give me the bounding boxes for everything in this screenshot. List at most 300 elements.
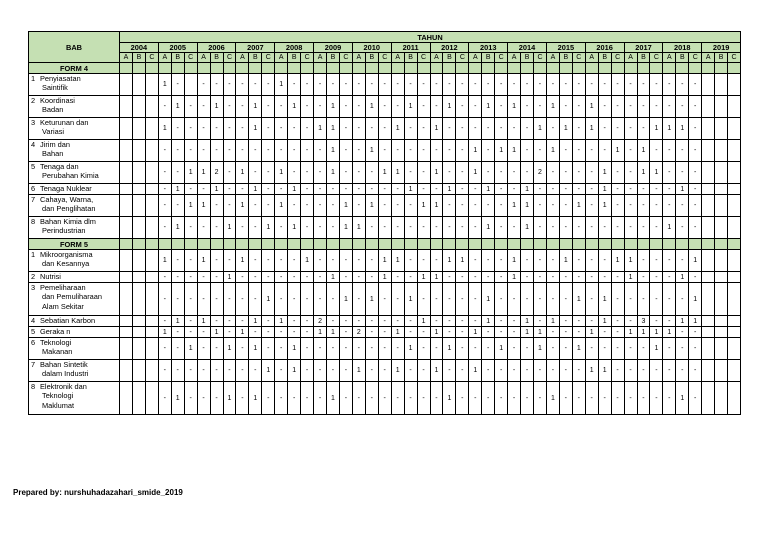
question-count-cell: -	[430, 250, 443, 272]
chapter-title-continuation: Perubahan Kimia	[42, 171, 99, 181]
question-count-cell: 1	[430, 195, 443, 217]
question-count-cell: 1	[236, 162, 249, 184]
question-count-cell	[120, 184, 133, 195]
question-count-cell: -	[262, 272, 275, 283]
question-count-cell: -	[339, 382, 352, 415]
question-count-cell	[120, 162, 133, 184]
question-count-cell: -	[365, 327, 378, 338]
question-count-cell: -	[314, 272, 327, 283]
form-section-fill	[637, 239, 650, 250]
question-count-cell: -	[288, 250, 301, 272]
question-count-cell	[145, 96, 158, 118]
question-count-cell: -	[456, 272, 469, 283]
question-count-cell: -	[171, 74, 184, 96]
question-count-cell: -	[572, 118, 585, 140]
question-count-cell: -	[184, 272, 197, 283]
question-count-cell: 1	[223, 338, 236, 360]
chapter-title-continuation: Bahan	[42, 149, 64, 159]
question-count-cell: -	[637, 360, 650, 382]
question-count-cell: -	[404, 74, 417, 96]
question-count-cell: -	[249, 250, 262, 272]
chapter-row	[29, 283, 741, 316]
question-count-cell	[715, 195, 728, 217]
question-count-cell: -	[223, 96, 236, 118]
form-section-fill	[534, 63, 547, 74]
question-count-cell	[145, 74, 158, 96]
question-count-cell: -	[197, 360, 210, 382]
question-count-cell: -	[689, 217, 702, 239]
form-section-fill	[546, 63, 559, 74]
question-count-cell: 1	[404, 338, 417, 360]
question-count-cell: -	[585, 272, 598, 283]
form-section-fill	[184, 239, 197, 250]
question-count-cell: -	[611, 118, 624, 140]
question-count-cell: -	[352, 195, 365, 217]
question-count-cell: 1	[262, 360, 275, 382]
question-count-cell	[145, 195, 158, 217]
question-count-cell: -	[598, 272, 611, 283]
question-count-cell: 1	[171, 217, 184, 239]
question-count-cell: 1	[559, 118, 572, 140]
form-section-fill	[197, 63, 210, 74]
question-count-cell: -	[378, 338, 391, 360]
question-count-cell: -	[404, 195, 417, 217]
question-count-cell: -	[482, 118, 495, 140]
question-count-cell: 1	[314, 327, 327, 338]
question-count-cell: -	[171, 140, 184, 162]
question-count-cell: -	[378, 327, 391, 338]
question-count-cell: 1	[288, 96, 301, 118]
question-count-cell: -	[495, 316, 508, 327]
form-section-fill	[585, 239, 598, 250]
question-count-cell: 1	[210, 96, 223, 118]
question-count-cell: -	[365, 118, 378, 140]
question-count-cell: -	[378, 140, 391, 162]
form-section-fill	[482, 63, 495, 74]
year-header: 2012	[430, 43, 469, 53]
question-count-cell: 1	[197, 162, 210, 184]
chapter-title-continuation: Perindustrian	[42, 226, 86, 236]
question-count-cell: -	[210, 118, 223, 140]
question-count-cell: -	[378, 217, 391, 239]
question-count-cell: -	[546, 118, 559, 140]
question-count-cell: -	[676, 140, 689, 162]
question-count-cell: -	[430, 316, 443, 327]
form-section-fill	[663, 239, 676, 250]
paper-column-header: B	[249, 53, 262, 63]
question-count-cell: -	[534, 140, 547, 162]
question-count-cell: -	[598, 382, 611, 415]
form-section-fill	[637, 63, 650, 74]
chapter-title-continuation: dalam Industri	[42, 369, 89, 379]
question-count-cell: -	[417, 74, 430, 96]
question-count-cell	[145, 360, 158, 382]
question-count-cell: -	[223, 162, 236, 184]
question-count-cell: -	[275, 283, 288, 316]
question-count-cell: -	[184, 140, 197, 162]
form-section-fill	[676, 239, 689, 250]
question-count-cell	[132, 283, 145, 316]
question-count-cell	[132, 338, 145, 360]
chapter-title-line: Penyiasatan	[40, 74, 81, 83]
question-count-cell: -	[676, 162, 689, 184]
question-count-cell: 1	[391, 118, 404, 140]
question-count-cell: 1	[210, 327, 223, 338]
question-count-cell: -	[236, 74, 249, 96]
question-count-cell: -	[417, 250, 430, 272]
question-count-cell: -	[650, 360, 663, 382]
question-count-cell: 1	[158, 250, 171, 272]
question-count-cell: 1	[624, 272, 637, 283]
question-count-cell: -	[676, 96, 689, 118]
chapter-heading	[31, 316, 119, 325]
question-count-cell: 1	[585, 360, 598, 382]
question-count-cell: -	[210, 382, 223, 415]
question-count-cell: -	[262, 195, 275, 217]
chapter-number: 8	[31, 217, 36, 226]
question-count-cell: -	[689, 382, 702, 415]
question-count-cell: 1	[430, 162, 443, 184]
question-count-cell: 1	[249, 184, 262, 195]
question-count-cell: 1	[663, 327, 676, 338]
question-count-cell	[728, 162, 741, 184]
chapter-title-continuation: Alam Sekitar	[42, 301, 84, 311]
chapter-name	[29, 184, 120, 195]
question-count-cell	[702, 184, 715, 195]
question-count-cell: -	[158, 283, 171, 316]
question-count-cell	[145, 118, 158, 140]
question-count-cell: -	[378, 118, 391, 140]
question-count-cell: -	[534, 195, 547, 217]
question-count-cell: -	[598, 338, 611, 360]
question-count-cell	[145, 140, 158, 162]
question-count-cell: 1	[598, 283, 611, 316]
prepared-by-footer: Prepared by: nurshuhadazahari_smide_2019	[13, 488, 183, 497]
question-count-cell: -	[689, 162, 702, 184]
question-count-cell: -	[469, 184, 482, 195]
chapter-name	[29, 338, 120, 360]
question-count-cell: -	[236, 217, 249, 239]
question-count-cell: 1	[521, 195, 534, 217]
paper-column-header: A	[197, 53, 210, 63]
question-count-cell: -	[650, 74, 663, 96]
question-count-cell: -	[378, 283, 391, 316]
question-count-cell: 1	[327, 118, 340, 140]
question-count-cell: -	[663, 140, 676, 162]
question-count-cell: -	[611, 184, 624, 195]
question-count-cell	[120, 74, 133, 96]
question-count-cell	[120, 118, 133, 140]
paper-column-header: A	[546, 53, 559, 63]
question-count-cell: -	[624, 217, 637, 239]
question-count-cell: -	[443, 140, 456, 162]
question-count-cell	[145, 184, 158, 195]
form-section-fill	[624, 63, 637, 74]
question-count-cell: -	[559, 360, 572, 382]
question-count-cell: -	[184, 184, 197, 195]
question-count-cell: -	[184, 382, 197, 415]
paper-column-header: A	[391, 53, 404, 63]
chapter-title-continuation: Variasi	[42, 127, 65, 137]
form-section-fill	[120, 63, 133, 74]
question-count-cell: -	[611, 96, 624, 118]
question-count-cell: -	[534, 316, 547, 327]
question-count-cell: -	[288, 162, 301, 184]
question-count-cell: -	[352, 162, 365, 184]
question-count-cell: -	[223, 140, 236, 162]
question-count-cell: -	[495, 272, 508, 283]
question-count-cell: -	[391, 184, 404, 195]
question-count-cell: -	[288, 316, 301, 327]
year-header: 2010	[352, 43, 391, 53]
question-count-cell: -	[456, 195, 469, 217]
form-section-title: FORM 4	[29, 63, 120, 74]
form-section-fill	[236, 63, 249, 74]
question-count-cell: -	[404, 162, 417, 184]
question-count-cell: -	[456, 140, 469, 162]
question-count-cell: -	[301, 316, 314, 327]
form-section-fill	[145, 63, 158, 74]
form-section-fill	[210, 239, 223, 250]
question-count-cell: -	[508, 184, 521, 195]
question-count-cell: -	[663, 272, 676, 283]
paper-column-header: B	[715, 53, 728, 63]
question-count-cell: 1	[417, 316, 430, 327]
question-count-cell: 1	[288, 338, 301, 360]
question-count-cell: -	[236, 338, 249, 360]
question-count-cell: 1	[327, 140, 340, 162]
question-count-cell: -	[314, 338, 327, 360]
question-count-cell: -	[327, 217, 340, 239]
question-count-cell: -	[378, 316, 391, 327]
form-section-fill	[249, 63, 262, 74]
question-count-cell: -	[572, 162, 585, 184]
question-count-cell	[728, 250, 741, 272]
question-count-cell: -	[495, 360, 508, 382]
chapter-number: 6	[31, 184, 36, 193]
chapter-number: 1	[31, 250, 36, 259]
question-count-cell: 1	[249, 382, 262, 415]
question-count-cell: -	[482, 195, 495, 217]
question-count-cell: -	[611, 217, 624, 239]
question-count-cell: -	[456, 184, 469, 195]
question-count-cell: 1	[663, 118, 676, 140]
form-section-fill	[404, 239, 417, 250]
question-count-cell: -	[301, 283, 314, 316]
question-count-cell: -	[275, 217, 288, 239]
question-count-cell: -	[171, 195, 184, 217]
question-count-cell: -	[456, 283, 469, 316]
question-count-cell: 1	[469, 360, 482, 382]
form-section-fill	[521, 63, 534, 74]
question-count-cell: -	[598, 74, 611, 96]
question-count-cell: 1	[585, 327, 598, 338]
question-count-cell: 2	[352, 327, 365, 338]
question-count-cell: -	[650, 272, 663, 283]
question-count-cell: 1	[327, 327, 340, 338]
question-count-cell: -	[456, 96, 469, 118]
question-count-cell: -	[171, 118, 184, 140]
question-count-cell	[132, 250, 145, 272]
question-count-cell: 1	[508, 272, 521, 283]
form-section-fill	[210, 63, 223, 74]
question-count-cell: -	[663, 360, 676, 382]
question-count-cell: -	[585, 195, 598, 217]
question-count-cell	[715, 382, 728, 415]
question-count-cell: -	[508, 74, 521, 96]
question-count-cell: -	[521, 338, 534, 360]
paper-column-header: B	[404, 53, 417, 63]
question-count-cell: -	[534, 360, 547, 382]
question-count-cell	[702, 195, 715, 217]
paper-column-header: A	[120, 53, 133, 63]
question-count-cell: -	[676, 338, 689, 360]
question-count-cell: -	[572, 316, 585, 327]
form-section-fill	[728, 239, 741, 250]
question-count-cell: -	[663, 195, 676, 217]
question-count-cell: 1	[158, 74, 171, 96]
question-count-cell: -	[559, 74, 572, 96]
question-count-cell: -	[456, 338, 469, 360]
question-count-cell: -	[301, 195, 314, 217]
chapter-name	[29, 118, 120, 140]
question-count-cell	[132, 96, 145, 118]
question-count-cell: -	[378, 184, 391, 195]
question-count-cell: -	[546, 250, 559, 272]
question-count-cell: -	[158, 272, 171, 283]
chapter-heading	[31, 118, 119, 127]
question-count-cell: 1	[495, 338, 508, 360]
year-header: 2015	[546, 43, 585, 53]
chapter-number: 2	[31, 96, 36, 105]
question-count-cell: 1	[676, 184, 689, 195]
form-section-fill	[301, 239, 314, 250]
question-count-cell: 1	[676, 272, 689, 283]
question-count-cell: -	[288, 382, 301, 415]
question-count-cell	[702, 327, 715, 338]
question-count-cell: -	[197, 118, 210, 140]
form-section-fill	[546, 239, 559, 250]
question-count-cell	[715, 74, 728, 96]
form-section-fill	[365, 63, 378, 74]
question-count-cell: 1	[184, 338, 197, 360]
paper-column-header: C	[339, 53, 352, 63]
question-count-cell	[715, 316, 728, 327]
form-section-fill	[275, 239, 288, 250]
question-count-cell: -	[637, 382, 650, 415]
question-count-cell: -	[404, 360, 417, 382]
question-count-cell: 1	[676, 382, 689, 415]
chapter-number: 3	[31, 283, 36, 292]
question-count-cell: -	[352, 140, 365, 162]
question-count-cell	[145, 250, 158, 272]
question-count-cell: -	[534, 283, 547, 316]
question-count-cell: -	[430, 382, 443, 415]
question-count-cell	[120, 250, 133, 272]
question-count-cell: -	[443, 360, 456, 382]
form-section-fill	[715, 63, 728, 74]
question-count-cell: 1	[249, 338, 262, 360]
question-count-cell: 1	[611, 250, 624, 272]
chapter-heading	[31, 217, 119, 226]
question-count-cell: -	[637, 74, 650, 96]
form-section-fill	[624, 239, 637, 250]
question-count-cell: -	[171, 283, 184, 316]
question-count-cell: 1	[650, 327, 663, 338]
question-count-cell: -	[171, 272, 184, 283]
question-count-cell: 1	[598, 360, 611, 382]
form-section-fill	[715, 239, 728, 250]
chapter-title-line: Mikroorganisma	[40, 250, 93, 259]
form-section-fill	[288, 239, 301, 250]
question-count-cell: -	[417, 283, 430, 316]
chapter-name	[29, 360, 120, 382]
question-count-cell: -	[689, 118, 702, 140]
question-count-cell: -	[314, 382, 327, 415]
question-count-cell: -	[327, 338, 340, 360]
paper-column-header: B	[598, 53, 611, 63]
question-count-cell: -	[301, 162, 314, 184]
question-count-cell: -	[430, 338, 443, 360]
question-count-cell: -	[314, 283, 327, 316]
form-section-fill	[728, 63, 741, 74]
question-count-cell: -	[469, 195, 482, 217]
question-count-cell: -	[676, 327, 689, 338]
question-count-cell: -	[391, 96, 404, 118]
paper-column-header: A	[585, 53, 598, 63]
question-count-cell	[702, 74, 715, 96]
question-count-cell: -	[585, 217, 598, 239]
chapter-row	[29, 195, 741, 217]
question-count-cell: 1	[534, 338, 547, 360]
question-count-cell: -	[546, 217, 559, 239]
question-count-cell: -	[301, 184, 314, 195]
question-count-cell: 1	[624, 250, 637, 272]
question-count-cell: -	[521, 283, 534, 316]
question-count-cell	[715, 250, 728, 272]
question-count-cell: 1	[637, 140, 650, 162]
question-count-cell: -	[611, 327, 624, 338]
question-count-cell: -	[469, 250, 482, 272]
question-count-cell: -	[559, 96, 572, 118]
question-count-cell: -	[352, 118, 365, 140]
question-count-cell: 1	[482, 184, 495, 195]
form-section-fill	[236, 239, 249, 250]
form-section-fill	[275, 63, 288, 74]
question-count-cell: -	[650, 283, 663, 316]
paper-column-header: C	[301, 53, 314, 63]
question-count-cell: 1	[469, 162, 482, 184]
question-count-cell: -	[288, 140, 301, 162]
question-count-cell: -	[546, 272, 559, 283]
question-count-cell	[715, 272, 728, 283]
question-count-cell: -	[482, 272, 495, 283]
form-section-fill	[676, 63, 689, 74]
question-count-cell	[715, 162, 728, 184]
question-count-cell: -	[521, 360, 534, 382]
chapter-row	[29, 184, 741, 195]
question-count-cell: 1	[223, 272, 236, 283]
question-count-cell: -	[521, 162, 534, 184]
question-count-cell: -	[430, 74, 443, 96]
question-count-cell: -	[469, 316, 482, 327]
question-count-cell: -	[546, 74, 559, 96]
question-count-cell: -	[546, 338, 559, 360]
question-count-cell: 1	[482, 283, 495, 316]
question-count-cell	[702, 96, 715, 118]
question-count-cell: -	[210, 360, 223, 382]
chapter-name	[29, 382, 120, 415]
